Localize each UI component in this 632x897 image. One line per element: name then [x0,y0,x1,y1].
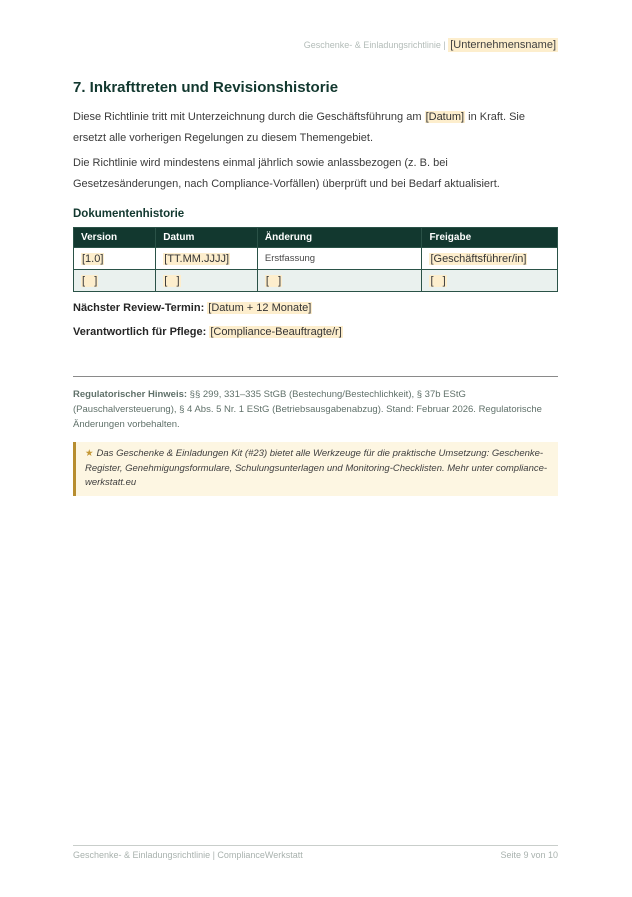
page-number: Seite 9 von 10 [500,850,558,860]
regulatory-notice-text: §§ 299, 331–335 StGB (Bestechung/Bestechlichkeit), § 37b EStG (Pauschalversteuerung), § 4 Abs. 5 Nr. 1 EStG (Betriebsausgabenabzug). Stand: Februar 2026. Regulatorische Änderungen vorbehalten. [73,389,542,430]
footer-left-text: Geschenke- & Einladungsrichtlinie | ComplianceWerkstatt [73,850,303,860]
paragraph-review-zyklus: Die Richtlinie wird mindestens einmal jährlich sowie anlassbezogen (z. B. bei Gesetzesänderungen, nach Compliance-Vorfällen) überprüft und bei Bedarf aktualisiert. [73,157,500,190]
empty-placeholder: [ ] [82,274,98,287]
table-row [74,270,558,292]
history-heading: Dokumentenhistorie [73,208,185,220]
regulatory-notice [73,387,558,432]
column-header-version: Version [74,228,156,248]
responsible-line [73,324,558,340]
running-header [73,38,558,52]
responsible-value-placeholder: [Compliance-Beauftragte/r] [210,326,342,338]
column-header-freigabe: Freigabe [422,228,558,248]
document-history-table [73,227,558,292]
paragraph-inkrafttreten [73,107,558,149]
next-review-line [73,300,558,316]
datum-placeholder: [Datum] [425,111,465,123]
table-header-row [74,228,558,248]
section-heading: 7. Inkrafttreten und Revisionshistorie [73,79,339,96]
date-placeholder: [TT.MM.JJJJ] [164,252,230,265]
next-review-value-placeholder: [Datum + 12 Monate] [208,302,312,314]
responsible-label: Verantwortlich für Pflege: [73,326,207,338]
empty-placeholder: [ ] [265,274,282,287]
column-header-aenderung: Änderung [257,228,422,248]
table-row [74,248,558,270]
empty-placeholder: [ ] [164,274,180,287]
regulatory-notice-label: Regulatorischer Hinweis: [73,389,188,400]
empty-placeholder: [ ] [430,274,446,287]
page-footer [73,845,558,860]
company-name-placeholder: [Unternehmensname] [450,39,556,51]
promo-note-box [73,442,558,496]
change-description: Erstfassung [257,248,422,270]
paragraph1-text-post: in Kraft. Sie ersetzt alle vorherigen Regelungen zu diesem Themengebiet. [73,111,525,144]
paragraph1-text-pre: Diese Richtlinie tritt mit Unterzeichnung durch die Geschäftsführung am [73,111,425,123]
version-placeholder: [1.0] [82,252,104,265]
section-divider [73,376,558,377]
next-review-label: Nächster Review-Termin: [73,302,205,314]
running-header-title: Geschenke- & Einladungsrichtlinie | [303,40,446,50]
column-header-datum: Datum [156,228,258,248]
star-icon: ★ [85,448,94,459]
promo-note-text: Das Geschenke & Einladungen Kit (#23) bietet alle Werkzeuge für die praktische Umsetzung: Geschenke-Register, Genehmigungsformulare, Schulungsunterlagen und Monitoring-Checklisten. Mehr unter compliance-werkstatt.eu [85,448,548,488]
approver-placeholder: [Geschäftsführer/in] [430,252,527,265]
